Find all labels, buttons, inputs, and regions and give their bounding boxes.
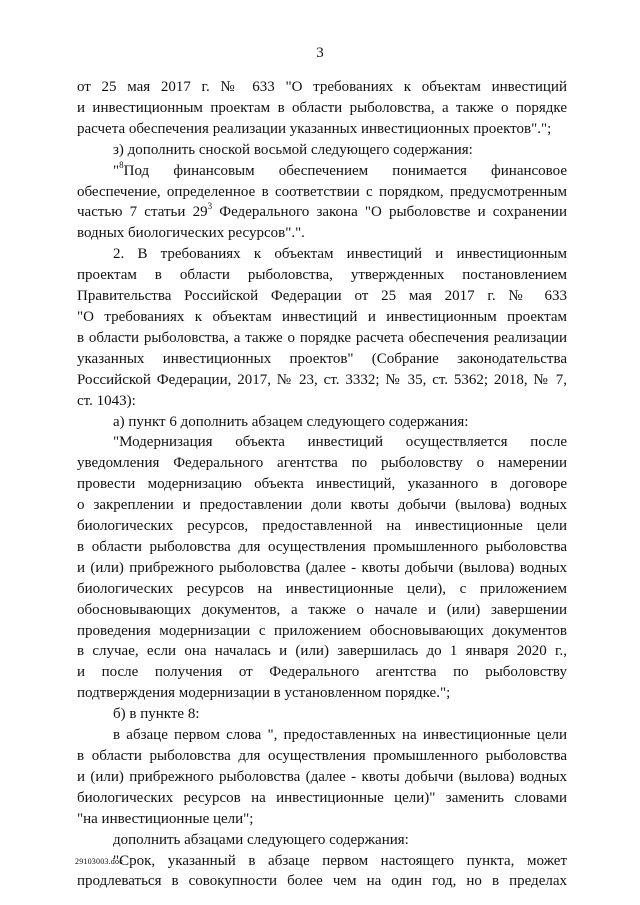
text-line: Российской Федерации, 2017, № 23, ст. 3332; № 35, ст. 5362; 2018, № 7, (77, 371, 567, 388)
text-line: и инвестиционным проектам в области рыболовства, а также о порядке (77, 99, 567, 116)
document-code: 29103003.doc (75, 857, 123, 866)
text-line: "на инвестиционные цели"; (77, 810, 254, 827)
text-line: уведомления Федерального агентства по рыболовству о намерении (77, 455, 567, 472)
text-line: обосновывающих документов, а также о начале и (или) завершении (77, 601, 567, 618)
text-line: "$^8$Под финансовым обеспечением понимается финансовое (113, 159, 567, 179)
text-line: о закреплении и предоставлении доли квоты добычи (вылова) водных (77, 497, 567, 514)
text-line: провести модернизацию объекта инвестиций, указанного в договоре (77, 476, 567, 493)
superscript-number: 3 (207, 201, 213, 212)
text-line: "О требованиях к объектам инвестиций и инвестиционным проектам (77, 308, 567, 325)
text-line: и (или) прибрежного рыболовства (далее - квоты добычи (вылова) водных (77, 768, 567, 785)
text-line: б) в пункте 8: (113, 706, 200, 723)
text-line: в абзаце первом слова ", предоставленных на инвестиционные цели (113, 727, 567, 744)
text-line: водных биологических ресурсов".". (77, 225, 305, 242)
text-line: а) пункт 6 дополнить абзацем следующего содержания: (113, 413, 469, 430)
text-line: ст. 1043): (77, 392, 136, 409)
text-line: проведения модернизации с приложением обосновывающих документов (77, 622, 567, 639)
text-line: Правительства Российской Федерации от 25 мая 2017 г. № 633 (77, 288, 567, 305)
text-line: в случае, если она началась и (или) завершилась до 1 января 2020 г., (77, 643, 567, 660)
text-line: биологических ресурсов на инвестиционные цели)" заменить словами (77, 789, 567, 806)
text-line: з) дополнить сноской восьмой следующего содержания: (113, 141, 473, 158)
text-line: в области рыболовства, а также о порядке расчета обеспечения реализации (77, 329, 567, 346)
text-line: биологических ресурсов на инвестиционные цели), с приложением (77, 580, 567, 597)
text-line: "Модернизация объекта инвестиций осуществляется после (113, 434, 567, 451)
text-line: биологических ресурсов, предоставленной на инвестиционные цели (77, 518, 567, 535)
text-line: обеспечение, определенное в соответствии с порядком, предусмотренным (77, 183, 567, 200)
text-line: частью 7 статьи $29^3$ Федерального закона "О рыболовстве и сохранении (77, 201, 567, 221)
text-line: указанных инвестиционных проектов" (Собрание законодательства (77, 350, 567, 367)
text-line: 2. В требованиях к объектам инвестиций и инвестиционным (113, 246, 567, 263)
text-line: дополнить абзацами следующего содержания: (113, 831, 409, 848)
document-body (77, 77, 567, 892)
text-line: в области рыболовства для осуществления промышленного рыболовства (77, 538, 567, 555)
text-line: расчета обеспечения реализации указанных инвестиционных проектов"."; (77, 120, 552, 137)
text-line: проектам в области рыболовства, утвержденных постановлением (77, 267, 567, 284)
page-number: 3 (316, 45, 324, 61)
text-line: продлеваться в совокупности более чем на один год, но в пределах (77, 873, 567, 890)
text-line: в области рыболовства для осуществления промышленного рыболовства (77, 748, 567, 764)
text-line: и после получения от Федерального агентства по рыболовству (77, 664, 567, 681)
text-line: подтверждения модернизации в установленном порядке."; (77, 685, 451, 702)
text-line: и (или) прибрежного рыболовства (далее - квоты добычи (вылова) водных (77, 559, 567, 576)
text-line: от 25 мая 2017 г. № 633 "О требованиях к объектам инвестиций (77, 79, 567, 95)
text-line: "Срок, указанный в абзаце первом настоящего пункта, может (113, 852, 567, 869)
footnote-marker: 8 (119, 159, 124, 170)
